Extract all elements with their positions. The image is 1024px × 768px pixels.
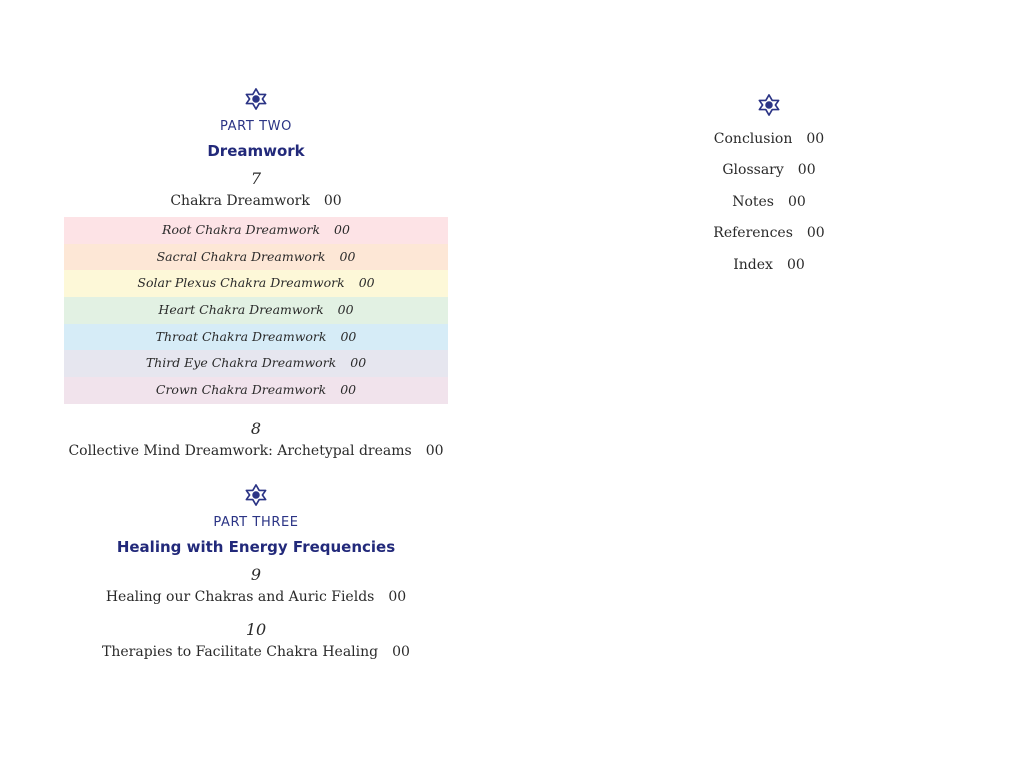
- section-title: Crown Chakra Dreamwork: [155, 382, 327, 398]
- toc-entry-conclusion[interactable]: [669, 124, 869, 155]
- toc-section-root[interactable]: [64, 217, 448, 244]
- lotus-star-icon-svg: [245, 88, 267, 110]
- chapter-number-10: 10: [245, 619, 267, 639]
- section-title: Throat Chakra Dreamwork: [155, 328, 327, 344]
- section-title: Root Chakra Dreamwork: [162, 222, 321, 237]
- toc-entry-title: Healing our Chakras and Auric Fields: [105, 588, 375, 605]
- toc-entry-title: Therapies to Facilitate Chakra Healing: [102, 643, 379, 660]
- toc-entry-title: Index: [733, 256, 773, 273]
- lotus-star-icon: [64, 88, 448, 118]
- toc-left-column: [64, 88, 448, 663]
- section-title: Third Eye Chakra Dreamwork: [145, 355, 337, 371]
- section-page: 00: [340, 328, 357, 344]
- lotus-star-icon: [64, 484, 448, 514]
- toc-section-sacral[interactable]: [64, 244, 448, 271]
- part-two-title: Dreamwork: [207, 142, 305, 160]
- lotus-star-icon-svg: [758, 94, 780, 116]
- toc-entry-references[interactable]: [669, 218, 869, 249]
- section-page: 00: [340, 382, 357, 398]
- chakra-section-list: [64, 217, 448, 404]
- toc-section-throat[interactable]: [64, 324, 448, 351]
- toc-entry-chapter-8[interactable]: [64, 440, 448, 462]
- section-title: Sacral Chakra Dreamwork: [156, 248, 326, 264]
- section-page: 00: [334, 222, 350, 237]
- toc-entry-title: Conclusion: [713, 131, 793, 147]
- toc-right-column: [669, 94, 869, 281]
- toc-entry-notes[interactable]: [669, 187, 869, 218]
- part-two-label: PART TWO: [220, 119, 292, 134]
- section-title: Heart Chakra Dreamwork: [158, 302, 324, 318]
- section-page: 00: [358, 275, 375, 291]
- lotus-star-icon-svg: [245, 484, 267, 506]
- toc-entry-chapter-9[interactable]: [64, 586, 448, 608]
- toc-section-third-eye[interactable]: [64, 350, 448, 377]
- toc-entry-page: 00: [787, 193, 806, 210]
- chapter-number-8: 8: [250, 418, 262, 438]
- toc-entry-page: 00: [786, 256, 805, 273]
- section-title: Solar Plexus Chakra Dreamwork: [137, 275, 345, 291]
- toc-entry-title: Glossary: [722, 162, 784, 179]
- toc-entry-page: 00: [806, 225, 825, 242]
- toc-entry-title: Notes: [732, 193, 774, 210]
- toc-entry-title: References: [713, 225, 793, 242]
- toc-section-solar-plexus[interactable]: [64, 270, 448, 297]
- lotus-star-icon: [669, 94, 869, 124]
- toc-entry-title: Chakra Dreamwork: [170, 193, 310, 209]
- part-three-title: Healing with Energy Frequencies: [116, 537, 396, 556]
- toc-entry-glossary[interactable]: [669, 155, 869, 186]
- toc-entry-title: Collective Mind Dreamwork: Archetypal dreams: [68, 442, 412, 459]
- toc-entry-chapter-10[interactable]: [64, 641, 448, 663]
- toc-entry-page: 00: [425, 442, 444, 459]
- toc-entry-index[interactable]: [669, 250, 869, 281]
- section-page: 00: [337, 302, 354, 318]
- toc-entry-page: 00: [392, 643, 410, 660]
- toc-entry-page: 00: [323, 193, 342, 209]
- toc-entry-page: 00: [806, 131, 825, 147]
- chapter-number-7: 7: [250, 169, 262, 188]
- toc-section-crown[interactable]: [64, 377, 448, 404]
- toc-section-heart[interactable]: [64, 297, 448, 324]
- section-page: 00: [339, 248, 356, 264]
- chapter-number-9: 9: [250, 564, 262, 584]
- section-page: 00: [350, 355, 367, 371]
- toc-entry-page: 00: [797, 162, 816, 179]
- part-three-label: PART THREE: [213, 514, 299, 530]
- toc-entry-chapter-7[interactable]: [64, 190, 448, 212]
- toc-entry-page: 00: [388, 588, 407, 605]
